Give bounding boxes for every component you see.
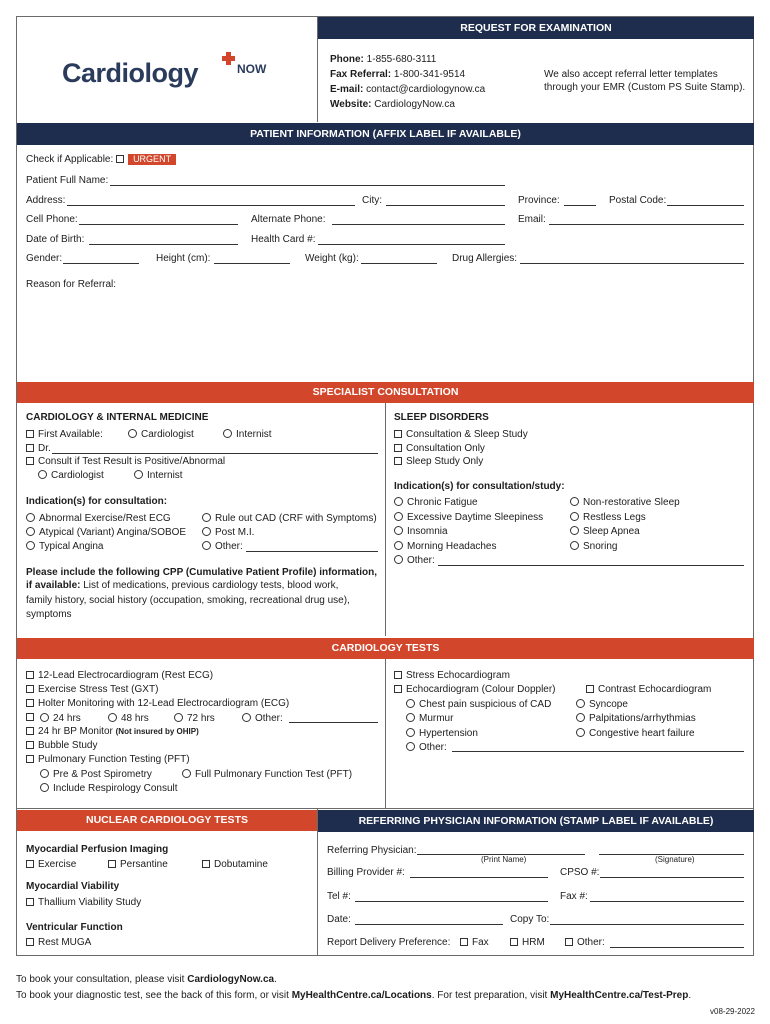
internist2-radio[interactable] [134,470,143,479]
check-label: Check if Applicable: [26,154,114,165]
sleep-ind-label: Snoring [583,541,618,552]
echo-opt-radio[interactable] [406,699,415,708]
mpi-title: Myocardial Perfusion Imaging [26,844,169,855]
phone-value: 1-855-680-3111 [366,54,437,65]
dr-label: Dr. [38,443,51,454]
holter-opt-label: 24 hrs [53,713,81,724]
cardiologist-label: Cardiologist [141,429,194,440]
indications-title: Indication(s) for consultation: [26,496,168,507]
echo-opt-radio[interactable] [406,728,415,737]
physician-label: Referring Physician: [327,845,417,856]
sleep-ind-label: Chronic Fatigue [407,497,478,508]
health-card-label: Health Card #: [251,234,316,245]
echo-opt-label: Congestive heart failure [589,728,695,739]
cpso-label: CPSO #: [560,867,600,878]
city-field[interactable] [386,205,505,206]
nuclear-title: NUCLEAR CARDIOLOGY TESTS [17,810,317,831]
test-prep-link[interactable]: MyHealthCentre.ca/Test-Prep [550,990,689,1001]
tel-field[interactable] [355,901,548,902]
test-checkbox[interactable] [26,685,34,693]
bp-note: (Not insured by OHIP) [115,727,199,736]
ind-label: Typical Angina [39,541,104,552]
gender-label: Gender: [26,253,63,264]
test-label: Holter Monitoring with 12-Lead Electrocardiogram (ECG) [38,698,290,709]
echo-opt-radio[interactable] [406,713,415,722]
holter-other-field[interactable] [289,722,378,723]
date-label: Date: [327,914,351,925]
holter-opt-radio[interactable] [242,713,251,722]
sleep-opt-checkbox[interactable] [394,444,402,452]
dob-label: Date of Birth: [26,234,85,245]
sleep-ind-label: Insomnia [407,526,448,537]
abnormal-ecg-radio[interactable] [26,513,35,522]
tel-label: Tel #: [327,891,351,902]
test-checkbox[interactable] [26,699,34,707]
allergies-label: Drug Allergies: [452,253,518,264]
holter-opt-radio[interactable] [108,713,117,722]
rule-out-cad-radio[interactable] [202,513,211,522]
bp-label: 24 hr BP Monitor [38,726,113,737]
sleep-ind-radio[interactable] [570,541,579,550]
stress-echo-checkbox[interactable] [394,671,402,679]
cpp-text1: List of medications, previous cardiology tests, blood work, [80,580,339,591]
allergies-field[interactable] [520,263,744,264]
date-field[interactable] [355,924,503,925]
ind-label: Abnormal Exercise/Rest ECG [39,513,171,524]
province-label: Province: [518,195,560,206]
cim-title: CARDIOLOGY & INTERNAL MEDICINE [26,412,209,423]
delivery-opt-label: HRM [522,937,545,948]
dr-field[interactable] [52,453,378,454]
postal-field[interactable] [667,205,744,206]
logo-text: Cardiology [62,58,199,88]
patient-section-title: PATIENT INFORMATION (AFFIX LABEL IF AVAILABLE) [17,123,754,145]
full-name-label: Patient Full Name: [26,175,109,186]
internist-radio[interactable] [223,429,232,438]
sleep-ind-radio[interactable] [570,512,579,521]
post-mi-radio[interactable] [202,527,211,536]
delivery-opt-label: Other: [577,937,605,948]
full-name-field[interactable] [110,185,505,186]
delivery-other-checkbox[interactable] [565,938,573,946]
echo-opt-radio[interactable] [576,728,585,737]
holter-checkbox[interactable] [26,713,34,721]
delivery-hrm-checkbox[interactable] [510,938,518,946]
pft-label: Pulmonary Function Testing (PFT) [38,754,190,765]
mpi-opt-label: Persantine [120,859,168,870]
cpp-text3: symptoms [26,609,72,620]
urgent-badge: URGENT [128,154,176,165]
urgent-checkbox[interactable] [116,155,124,163]
ref-fax-field[interactable] [590,901,744,902]
cardiologist2-radio[interactable] [38,470,47,479]
echo-opt-radio[interactable] [406,742,415,751]
cpp-line1: Please include the following CPP (Cumulative Patient Profile) information, [26,567,377,578]
ind-label: Other: [215,541,243,552]
sleep-ind-radio[interactable] [394,497,403,506]
sleep-ind-label: Sleep Apnea [583,526,640,537]
holter-opt-label: 72 hrs [187,713,215,724]
email-label-patient: Email: [518,214,546,225]
sleep-ind-label: Excessive Daytime Sleepiness [407,512,544,523]
referring-title: REFERRING PHYSICIAN INFORMATION (STAMP LABEL IF AVAILABLE) [318,810,754,832]
mpi-checkbox[interactable] [108,860,116,868]
weight-field[interactable] [361,263,437,264]
echo-checkbox[interactable] [394,685,402,693]
internist2-label: Internist [147,470,183,481]
version-label: v08-29-2022 [710,1007,755,1016]
sleep-other-field[interactable] [438,565,744,566]
pft-opt-label: Pre & Post Spirometry [53,769,152,780]
signature-hint: (Signature) [655,855,695,864]
bubble-label: Bubble Study [38,740,98,751]
ind-label: Post M.I. [215,527,255,538]
patient-email-field[interactable] [549,224,744,225]
billing-label: Billing Provider #: [327,867,405,878]
cell-field[interactable] [79,224,238,225]
website-value: CardiologyNow.ca [374,99,455,110]
ventricular-title: Ventricular Function [26,922,123,933]
email-value: contact@cardiologynow.ca [366,84,486,95]
health-card-field[interactable] [318,244,505,245]
website-label: Website: [330,99,372,110]
echo-label: Echocardiogram (Colour Doppler) [406,684,556,695]
cardiologist-radio[interactable] [128,429,137,438]
phone-label: Phone: [330,54,364,65]
cardiologynow-link[interactable]: CardiologyNow.ca [187,974,275,985]
dob-field[interactable] [89,244,238,245]
consult-if-checkbox[interactable] [26,457,34,465]
other-ind-radio[interactable] [202,541,211,550]
dr-checkbox[interactable] [26,444,34,452]
cell-label: Cell Phone: [26,214,78,225]
sleep-opt-label: Sleep Study Only [406,456,484,467]
province-field[interactable] [564,205,596,206]
emr-note-2: through your EMR (Custom PS Suite Stamp). [544,82,746,93]
holter-opt-radio[interactable] [40,713,49,722]
postal-label: Postal Code: [609,195,667,206]
pft-opt-radio[interactable] [40,783,49,792]
logo-suffix: NOW [237,62,267,76]
thallium-label: Thallium Viability Study [38,897,142,908]
test-label: 12-Lead Electrocardiogram (Rest ECG) [38,670,214,681]
test-checkbox[interactable] [26,671,34,679]
emr-note-1: We also accept referral letter templates [544,69,718,80]
delivery-label: Report Delivery Preference: [327,937,451,948]
footer-line1: To book your consultation, please visit CardiologyNow.ca. [16,974,277,985]
copy-to-field[interactable] [550,924,744,925]
height-label: Height (cm): [156,253,211,264]
ref-fax-label: Fax #: [560,891,588,902]
address-field[interactable] [67,205,355,206]
billing-field[interactable] [410,877,548,878]
sleep-ind-title: Indication(s) for consultation/study: [394,481,565,492]
bubble-checkbox[interactable] [26,741,34,749]
pft-opt-radio[interactable] [182,769,191,778]
sleep-opt-label: Consultation & Sleep Study [406,429,528,440]
weight-label: Weight (kg): [305,253,359,264]
cardiologist2-label: Cardiologist [51,470,104,481]
typical-angina-radio[interactable] [26,541,35,550]
sleep-ind-radio[interactable] [570,497,579,506]
echo-opt-label: Murmur [419,713,454,724]
sleep-opt-label: Consultation Only [406,443,485,454]
holter-opt-label: 48 hrs [121,713,149,724]
mpi-checkbox[interactable] [202,860,210,868]
ind-label: Rule out CAD (CRF with Symptoms) [215,513,377,524]
stress-echo-label: Stress Echocardiogram [406,670,510,681]
delivery-opt-label: Fax [472,937,489,948]
holter-opt-radio[interactable] [174,713,183,722]
echo-opt-label: Hypertension [419,728,478,739]
echo-opt-label: Syncope [589,699,628,710]
cpso-field[interactable] [600,877,744,878]
mpi-checkbox[interactable] [26,860,34,868]
viability-title: Myocardial Viability [26,881,120,892]
cpp-bold2: if available: [26,580,81,591]
sleep-ind-radio[interactable] [394,555,403,564]
bp-checkbox[interactable] [26,727,34,735]
gender-field[interactable] [63,263,139,264]
echo-other-field[interactable] [452,751,744,752]
sleep-title: SLEEP DISORDERS [394,412,489,423]
muga-checkbox[interactable] [26,938,34,946]
echo-opt-label: Chest pain suspicious of CAD [419,699,552,710]
copy-to-label: Copy To: [510,914,550,925]
atypical-angina-radio[interactable] [26,527,35,536]
pft-opt-label: Full Pulmonary Function Test (PFT) [195,769,353,780]
holter-opt-label: Other: [255,713,283,724]
reason-label: Reason for Referral: [26,279,117,290]
cardio-tests-title: CARDIOLOGY TESTS [17,638,754,659]
pft-opt-radio[interactable] [40,769,49,778]
fax-label: Fax Referral: [330,69,392,80]
height-field[interactable] [214,263,290,264]
muga-label: Rest MUGA [38,937,92,948]
cpp-text2: family history, social history (occupation, smoking, recreational drug use), [26,595,350,606]
print-name-hint: (Print Name) [481,855,527,864]
plus-icon [222,52,235,65]
mpi-opt-label: Exercise [38,859,77,870]
contrast-checkbox[interactable] [586,685,594,693]
sleep-opt-checkbox[interactable] [394,457,402,465]
address-label: Address: [26,195,66,206]
contrast-label: Contrast Echocardiogram [598,684,712,695]
internist-label: Internist [236,429,272,440]
pft-checkbox[interactable] [26,755,34,763]
locations-link[interactable]: MyHealthCentre.ca/Locations [291,990,432,1001]
echo-opt-label: Palpitations/arrhythmias [589,713,696,724]
sleep-ind-label: Non-restorative Sleep [583,497,680,508]
sleep-ind-radio[interactable] [394,512,403,521]
first-available-label: First Available: [38,429,103,440]
sleep-ind-radio[interactable] [394,541,403,550]
mpi-opt-label: Dobutamine [214,859,268,870]
fax-value: 1-800-341-9514 [393,69,466,80]
delivery-other-field[interactable] [610,947,744,948]
request-title: REQUEST FOR EXAMINATION [318,17,754,39]
ind-label: Atypical (Variant) Angina/SOBOE [39,527,187,538]
sleep-ind-label: Morning Headaches [407,541,497,552]
delivery-fax-checkbox[interactable] [460,938,468,946]
sleep-opt-checkbox[interactable] [394,430,402,438]
sleep-ind-label: Restless Legs [583,512,646,523]
sleep-ind-label: Other: [407,555,435,566]
other-ind-field[interactable] [246,551,378,552]
specialist-title: SPECIALIST CONSULTATION [17,382,754,403]
sleep-ind-radio[interactable] [570,526,579,535]
sleep-ind-radio[interactable] [394,526,403,535]
footer-line2: To book your diagnostic test, see the back of this form, or visit MyHealthCentre.ca/Locations. For test preparation, visit MyHealthCentre.ca/Test-Prep. [16,990,692,1001]
echo-opt-radio[interactable] [576,699,585,708]
echo-opt-radio[interactable] [576,713,585,722]
pft-opt-label: Include Respirology Consult [53,783,178,794]
alt-phone-field[interactable] [332,224,505,225]
first-available-checkbox[interactable] [26,430,34,438]
thallium-checkbox[interactable] [26,898,34,906]
test-label: Exercise Stress Test (GXT) [38,684,159,695]
email-label: E-mail: [330,84,364,95]
echo-opt-label: Other: [419,742,447,753]
city-label: City: [362,195,382,206]
consult-if-label: Consult if Test Result is Positive/Abnormal [38,456,226,467]
alt-phone-label: Alternate Phone: [251,214,326,225]
